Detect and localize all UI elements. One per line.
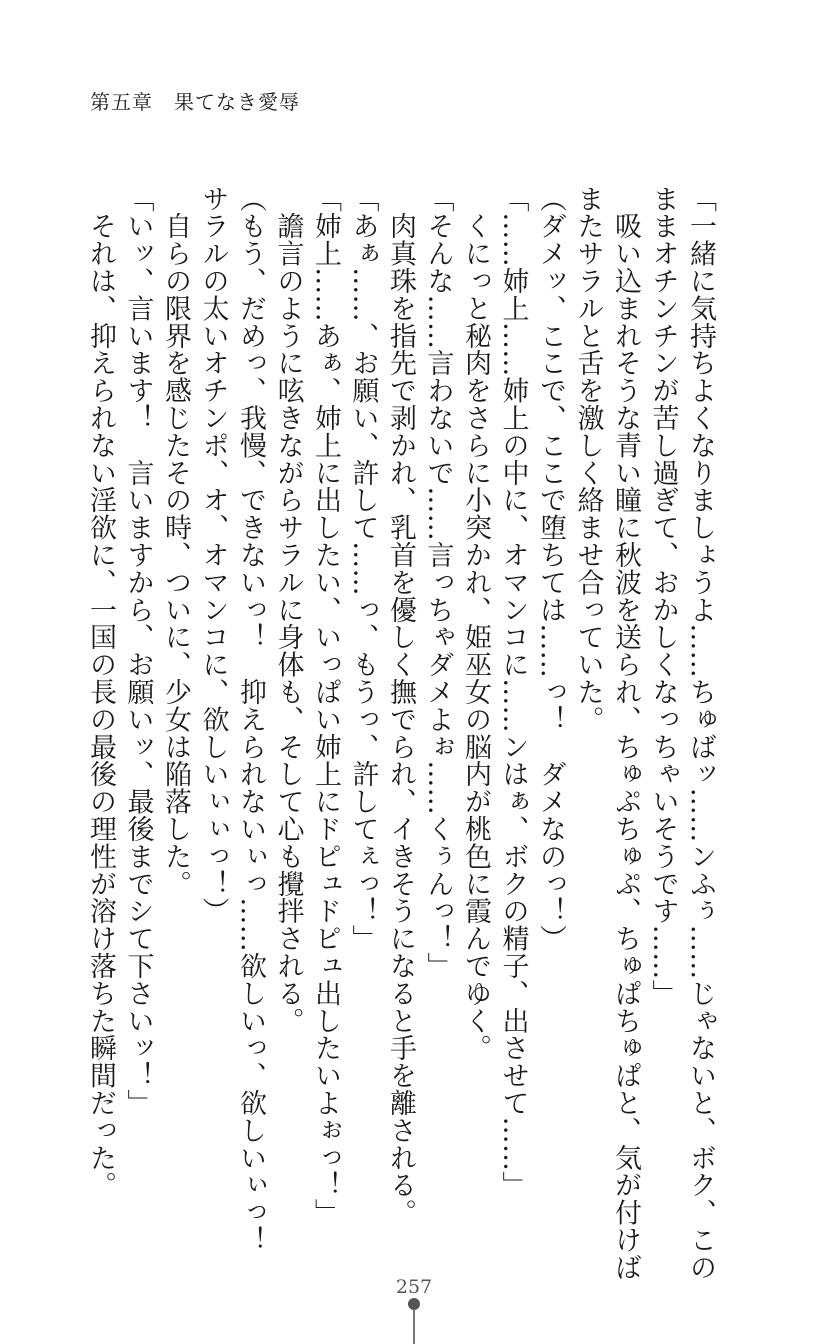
page-marker-rule (413, 1310, 415, 1344)
text-line: 「あぁ……、お願い、許して……っ、もうっ、許してぇっ！」 (347, 185, 379, 953)
text-line: 「……姉上……姉上の中に、オマンコに……ンはぁ、ボクの精子、出させて……」 (497, 185, 529, 1199)
text-line: 吸い込まれそうな青い瞳に秋波を送られ、ちゅぷちゅぷ、ちゅぱちゅぱと、気が付けば (610, 185, 641, 1281)
text-line: 「一緒に気持ちよくなりましょうよ……ちゅばッ……ンふぅ……じゃないと、ボク、この (685, 185, 716, 1281)
text-line: （もう、だめっ、我慢、できないっ！ 抑えられないぃっ……欲しいっ、欲しいぃっ！ (235, 185, 266, 1254)
text-line: （ダメッ、ここで、ここで堕ちては……っ！ ダメなのっ！） (535, 185, 566, 953)
text-line: くにっと秘肉をさらに小突かれ、姫巫女の脳内が桃色に霞んでゆく。 (460, 185, 491, 1062)
text-line: 肉真珠を指先で剥かれ、乳首を優しく撫でられ、イきそうになると手を離される。 (385, 185, 416, 1227)
page-number: 257 (395, 1276, 433, 1298)
chapter-header: 第五章 果てなき愛辱 (90, 90, 300, 114)
text-line: 「いッ、言います！ 言いますから、お願いッ、最後までシて下さいッ！」 (122, 185, 154, 1117)
text-line: ままオチンチンが苦し過ぎて、おかしくなっちゃいそうです……」 (647, 185, 679, 1007)
text-line: またサラルと舌を激しく絡ませ合っていた。 (572, 185, 604, 733)
page-marker-dot (408, 1298, 420, 1310)
text-line: 「姉上……あぁ、姉上に出したい、いっぱい姉上にドピュドピュ出したいよぉっ！」 (310, 185, 341, 1227)
body-text (82, 185, 720, 1281)
text-line: それは、抑えられない淫欲に、一国の長の最後の理性が溶け落ちた瞬間だった。 (85, 185, 116, 1199)
text-line: 自らの限界を感じたその時、ついに、少女は陥落した。 (160, 185, 191, 898)
text-line: 譫言のように呟きながらサラルに身体も、そして心も攪拌される。 (272, 185, 304, 1035)
text-line: 「そんな……言わないで……言っちゃダメよぉ……くぅんっ！」 (422, 185, 454, 980)
text-line: サラルの太いオチンポ、オ、オマンコに、欲しいぃぃっ！） (197, 185, 229, 925)
